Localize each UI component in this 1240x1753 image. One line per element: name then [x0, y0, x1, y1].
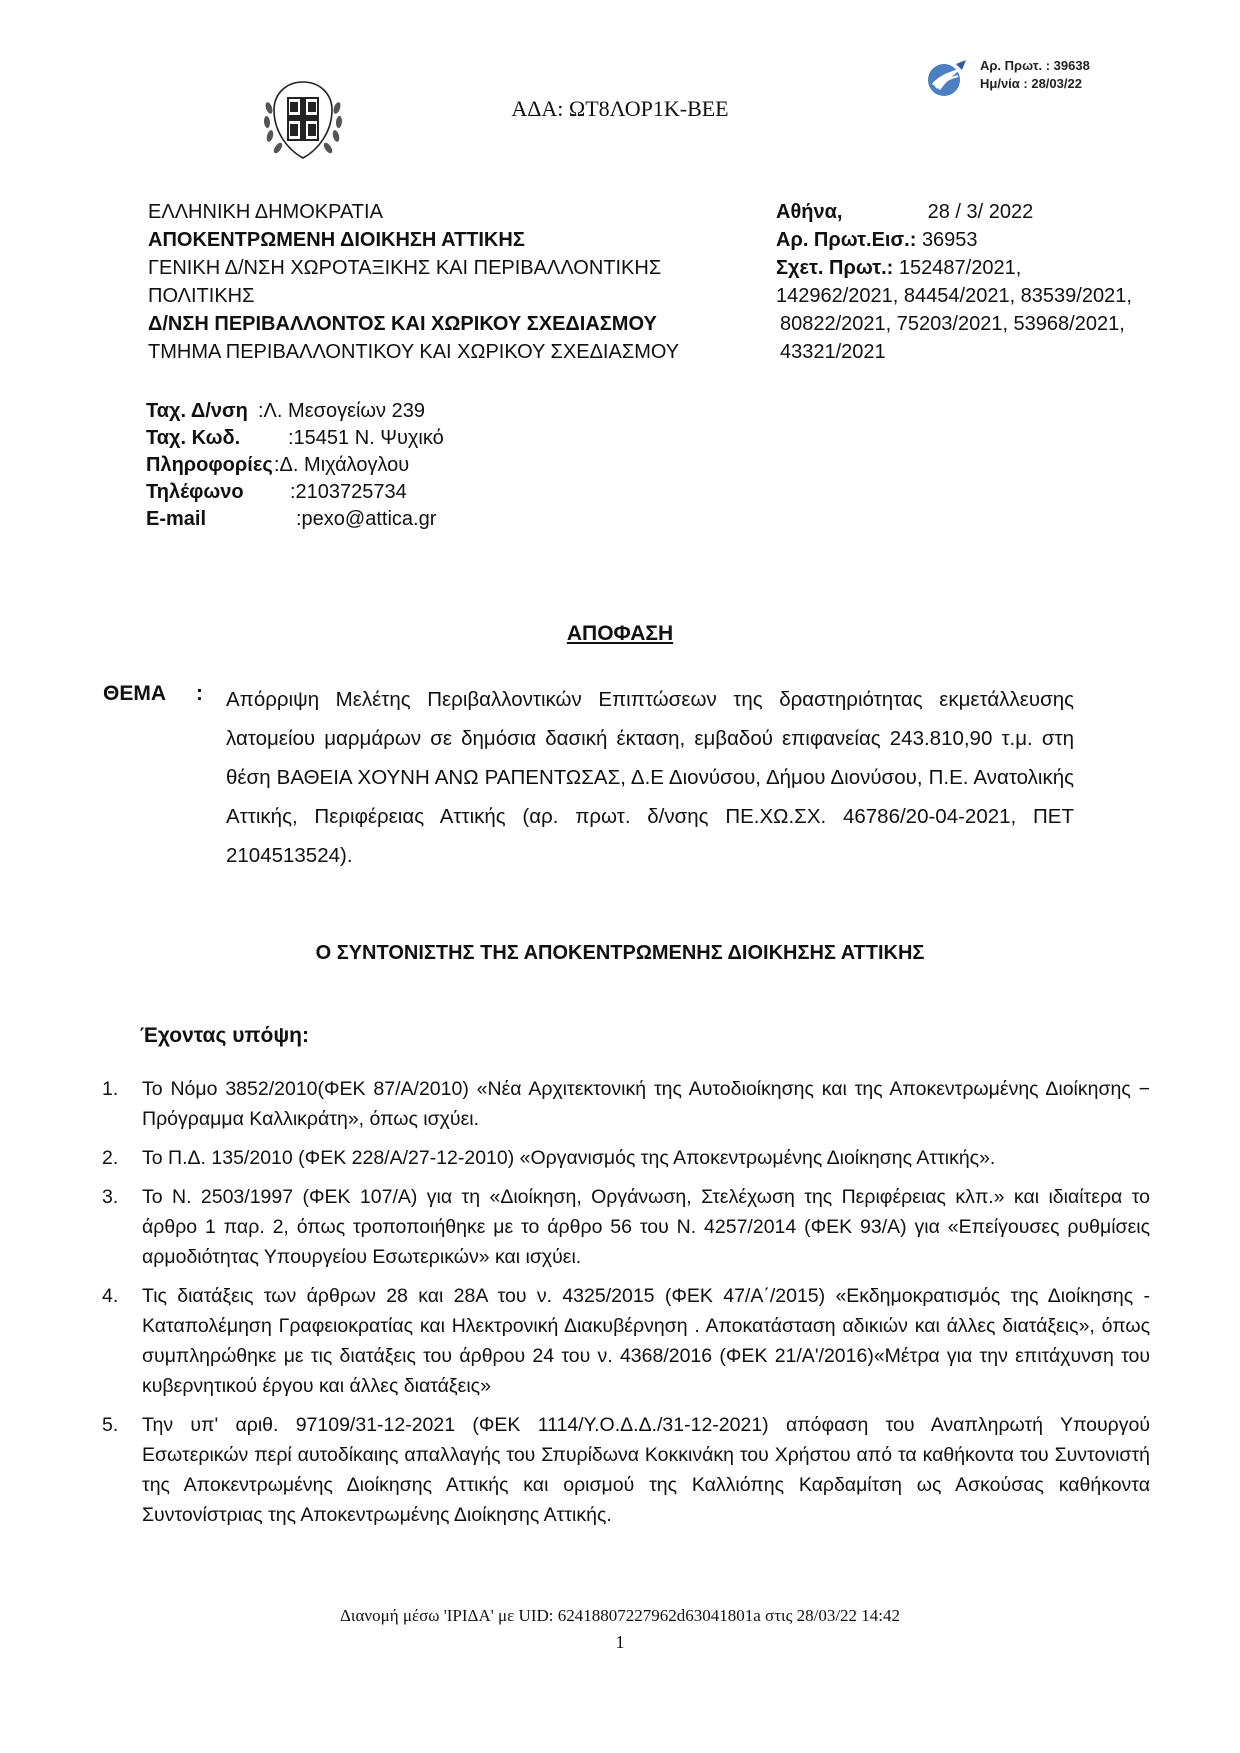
coordinator-heading: Ο ΣΥΝΤΟΝΙΣΤΗΣ ΤΗΣ ΑΠΟΚΕΝΤΡΩΜΕΝΗΣ ΔΙΟΙΚΗΣΗΣ ΑΤΤΙΚΗΣ — [315, 942, 925, 964]
list-item-number: 1. — [102, 1078, 119, 1100]
list-item — [100, 1074, 1150, 1134]
address-value: :Λ. Μεσογείων 239 — [258, 400, 425, 422]
decision-title: ΑΠΟΦΑΣΗ — [566, 622, 674, 645]
issuer-line: ΤΜΗΜΑ ΠΕΡΙΒΑΛΛΟΝΤΙΚΟΥ ΚΑΙ ΧΩΡΙΚΟΥ ΣΧΕΔΙΑΣΜΟΥ — [148, 341, 680, 363]
email-link[interactable]: :pexo@attica.gr — [296, 508, 437, 530]
issuer-line: ΓΕΝΙΚΗ Δ/ΝΣΗ ΧΩΡΟΤΑΞΙΚΗΣ ΚΑΙ ΠΕΡΙΒΑΛΛΟΝΤΙΚΗΣ — [148, 257, 662, 279]
list-item-number: 3. — [102, 1186, 119, 1208]
email-label: E-mail — [146, 508, 207, 530]
list-item-text: Τις διατάξεις των άρθρων 28 και 28Α του ν. 4325/2015 (ΦΕΚ 47/Α΄/2015) «Εκδημοκρατισμός της Διοίκησης - Καταπολέμηση Γραφειοκρατίας και Ηλεκτρονική Διακυβέρνηση . Αποκατάσταση αδικιών και άλλες διατάξεις», όπως συμπληρώθηκε με τις διατάξεις του άρθρου 24 του ν. 4368/2016 (ΦΕΚ 21/Α'/2016)«Μέτρα για την επιτάχυνση του κυβερνητικού έργου και άλλες διατάξεις» — [142, 1285, 1150, 1397]
info-value: :Δ. Μιχάλογλου — [274, 454, 410, 476]
issuer-line: ΑΠΟΚΕΝΤΡΩΜΕΝΗ ΔΙΟΙΚΗΣΗ ΑΤΤΙΚΗΣ — [148, 229, 525, 251]
protocol-stamp — [922, 56, 1102, 102]
distribution-footer: Διανομή μέσω 'ΙΡΙΔΑ' με UID: 62418807227962d63041801a στις 28/03/22 14:42 — [339, 1606, 901, 1625]
ada-code: ΑΔΑ: ΩΤ8ΛΟΡ1Κ-ΒΕΕ — [511, 96, 729, 121]
related-protocol-value: 43321/2021 — [780, 341, 886, 363]
list-item — [100, 1143, 1150, 1173]
list-item-number: 4. — [102, 1285, 119, 1307]
list-item-text: Το Π.Δ. 135/2010 (ΦΕΚ 228/Α/27-12-2010) «Οργανισμός της Αποκεντρωμένης Διοίκησης Αττικής». — [142, 1147, 996, 1169]
list-item-text: Το Νόμο 3852/2010(ΦΕΚ 87/Α/2010) «Νέα Αρχιτεκτονική της Αυτοδιοίκησης και της Αποκεντρωμένης Διοίκησης − Πρόγραμμα Καλλικράτη», όπως ισχύει. — [142, 1078, 1150, 1130]
list-item-text: Την υπ' αριθ. 97109/31-12-2021 (ΦΕΚ 1114/Υ.Ο.Δ.Δ./31-12-2021) απόφαση του Αναπληρωτή Υπουργού Εσωτερικών περί αυτοδίκαιης απαλλαγής του Σπυρίδωνα Κοκκινάκη του Χρήστου από τα καθήκοντα του Συντονιστή της Αποκεντρωμένης Διοίκησης Αττικής και ορισμού της Καλλιόπης Καρδαμίτση ως Ασκούσας καθήκοντα Συντονίστριας της Αποκεντρωμένης Διοίκησης Αττικής. — [142, 1414, 1150, 1526]
subject-text: Απόρριψη Μελέτης Περιβαλλοντικών Επιπτώσεων της δραστηριότητας εκμετάλλευσης λατομείου μαρμάρων σε δημόσια δασική έκταση, εμβαδού επιφανείας 243.810,90 τ.μ. στη θέση ΒΑΘΕΙΑ ΧΟΥΝΗ ΑΝΩ ΡΑΠΕΝΤΩΣΑΣ, Δ.Ε Διονύσου, Δήμου Διονύσου, Π.Ε. Ανατολικής Αττικής, Περιφέρειας Αττικής (αρ. πρωτ. δ/νσης ΠΕ.ΧΩ.ΣΧ. 46786/20-04-2021, ΠΕΤ 2104513524). — [226, 688, 1074, 867]
related-protocol-value: 80822/2021, 75203/2021, 53968/2021, — [780, 313, 1125, 335]
meta-block — [776, 198, 1132, 366]
phone-value: :2103725734 — [290, 481, 407, 503]
address-label: Ταχ. Δ/νση — [146, 400, 248, 422]
stamp-protocol-number: Αρ. Πρωτ. : 39638 — [980, 58, 1090, 73]
list-item-number: 5. — [102, 1414, 119, 1436]
protocol-number: 36953 — [921, 229, 978, 251]
city-label: Αθήνα, — [776, 201, 843, 223]
postcode-value: :15451 Ν. Ψυχικό — [288, 427, 444, 449]
subject-colon: : — [196, 682, 203, 705]
considerations-list — [100, 1074, 1150, 1539]
list-item-text: Το Ν. 2503/1997 (ΦΕΚ 107/Α) για τη «Διοίκηση, Οργάνωση, Στελέχωση της Περιφέρειας κλπ.» και ιδιαίτερα το άρθρο 1 παρ. 2, όπως τροποποιήθηκε με το άρθρο 56 του Ν. 4257/2014 (ΦΕΚ 93/Α) για «Επείγουσες ρυθμίσεις αρμοδιότητας Υπουργείου Εσωτερικών» και ισχύει. — [142, 1186, 1150, 1268]
considering-heading: Έχοντας υπόψη: — [140, 1024, 309, 1047]
list-item — [100, 1182, 1150, 1272]
document-date: 28 / 3/ 2022 — [927, 201, 1034, 223]
phone-label: Τηλέφωνο — [146, 481, 244, 503]
list-item — [100, 1281, 1150, 1401]
page-number: 1 — [615, 1632, 625, 1652]
issuer-line: ΕΛΛΗΝΙΚΗ ΔΗΜΟΚΡΑΤΙΑ — [148, 201, 383, 223]
protocol-label: Αρ. Πρωτ.Εισ.: — [776, 229, 917, 251]
related-protocol-value: 142962/2021, 84454/2021, 83539/2021, — [776, 285, 1132, 307]
list-item-number: 2. — [102, 1147, 119, 1169]
list-item — [100, 1410, 1150, 1530]
info-label: Πληροφορίες — [146, 454, 273, 476]
stamp-date: Ημ/νία : 28/03/22 — [980, 76, 1082, 91]
postcode-label: Ταχ. Κωδ. — [146, 427, 241, 449]
iris-logo-icon — [922, 58, 972, 98]
subject-label: ΘΕΜΑ — [103, 682, 166, 705]
related-protocol-label: Σχετ. Πρωτ.: — [776, 257, 894, 279]
issuer-block — [148, 198, 679, 366]
issuer-line: ΠΟΛΙΤΙΚΗΣ — [148, 285, 255, 307]
related-protocol-value: 152487/2021, — [898, 257, 1022, 279]
issuer-line: Δ/ΝΣΗ ΠΕΡΙΒΑΛΛΟΝΤΟΣ ΚΑΙ ΧΩΡΙΚΟΥ ΣΧΕΔΙΑΣΜΟΥ — [148, 313, 657, 335]
